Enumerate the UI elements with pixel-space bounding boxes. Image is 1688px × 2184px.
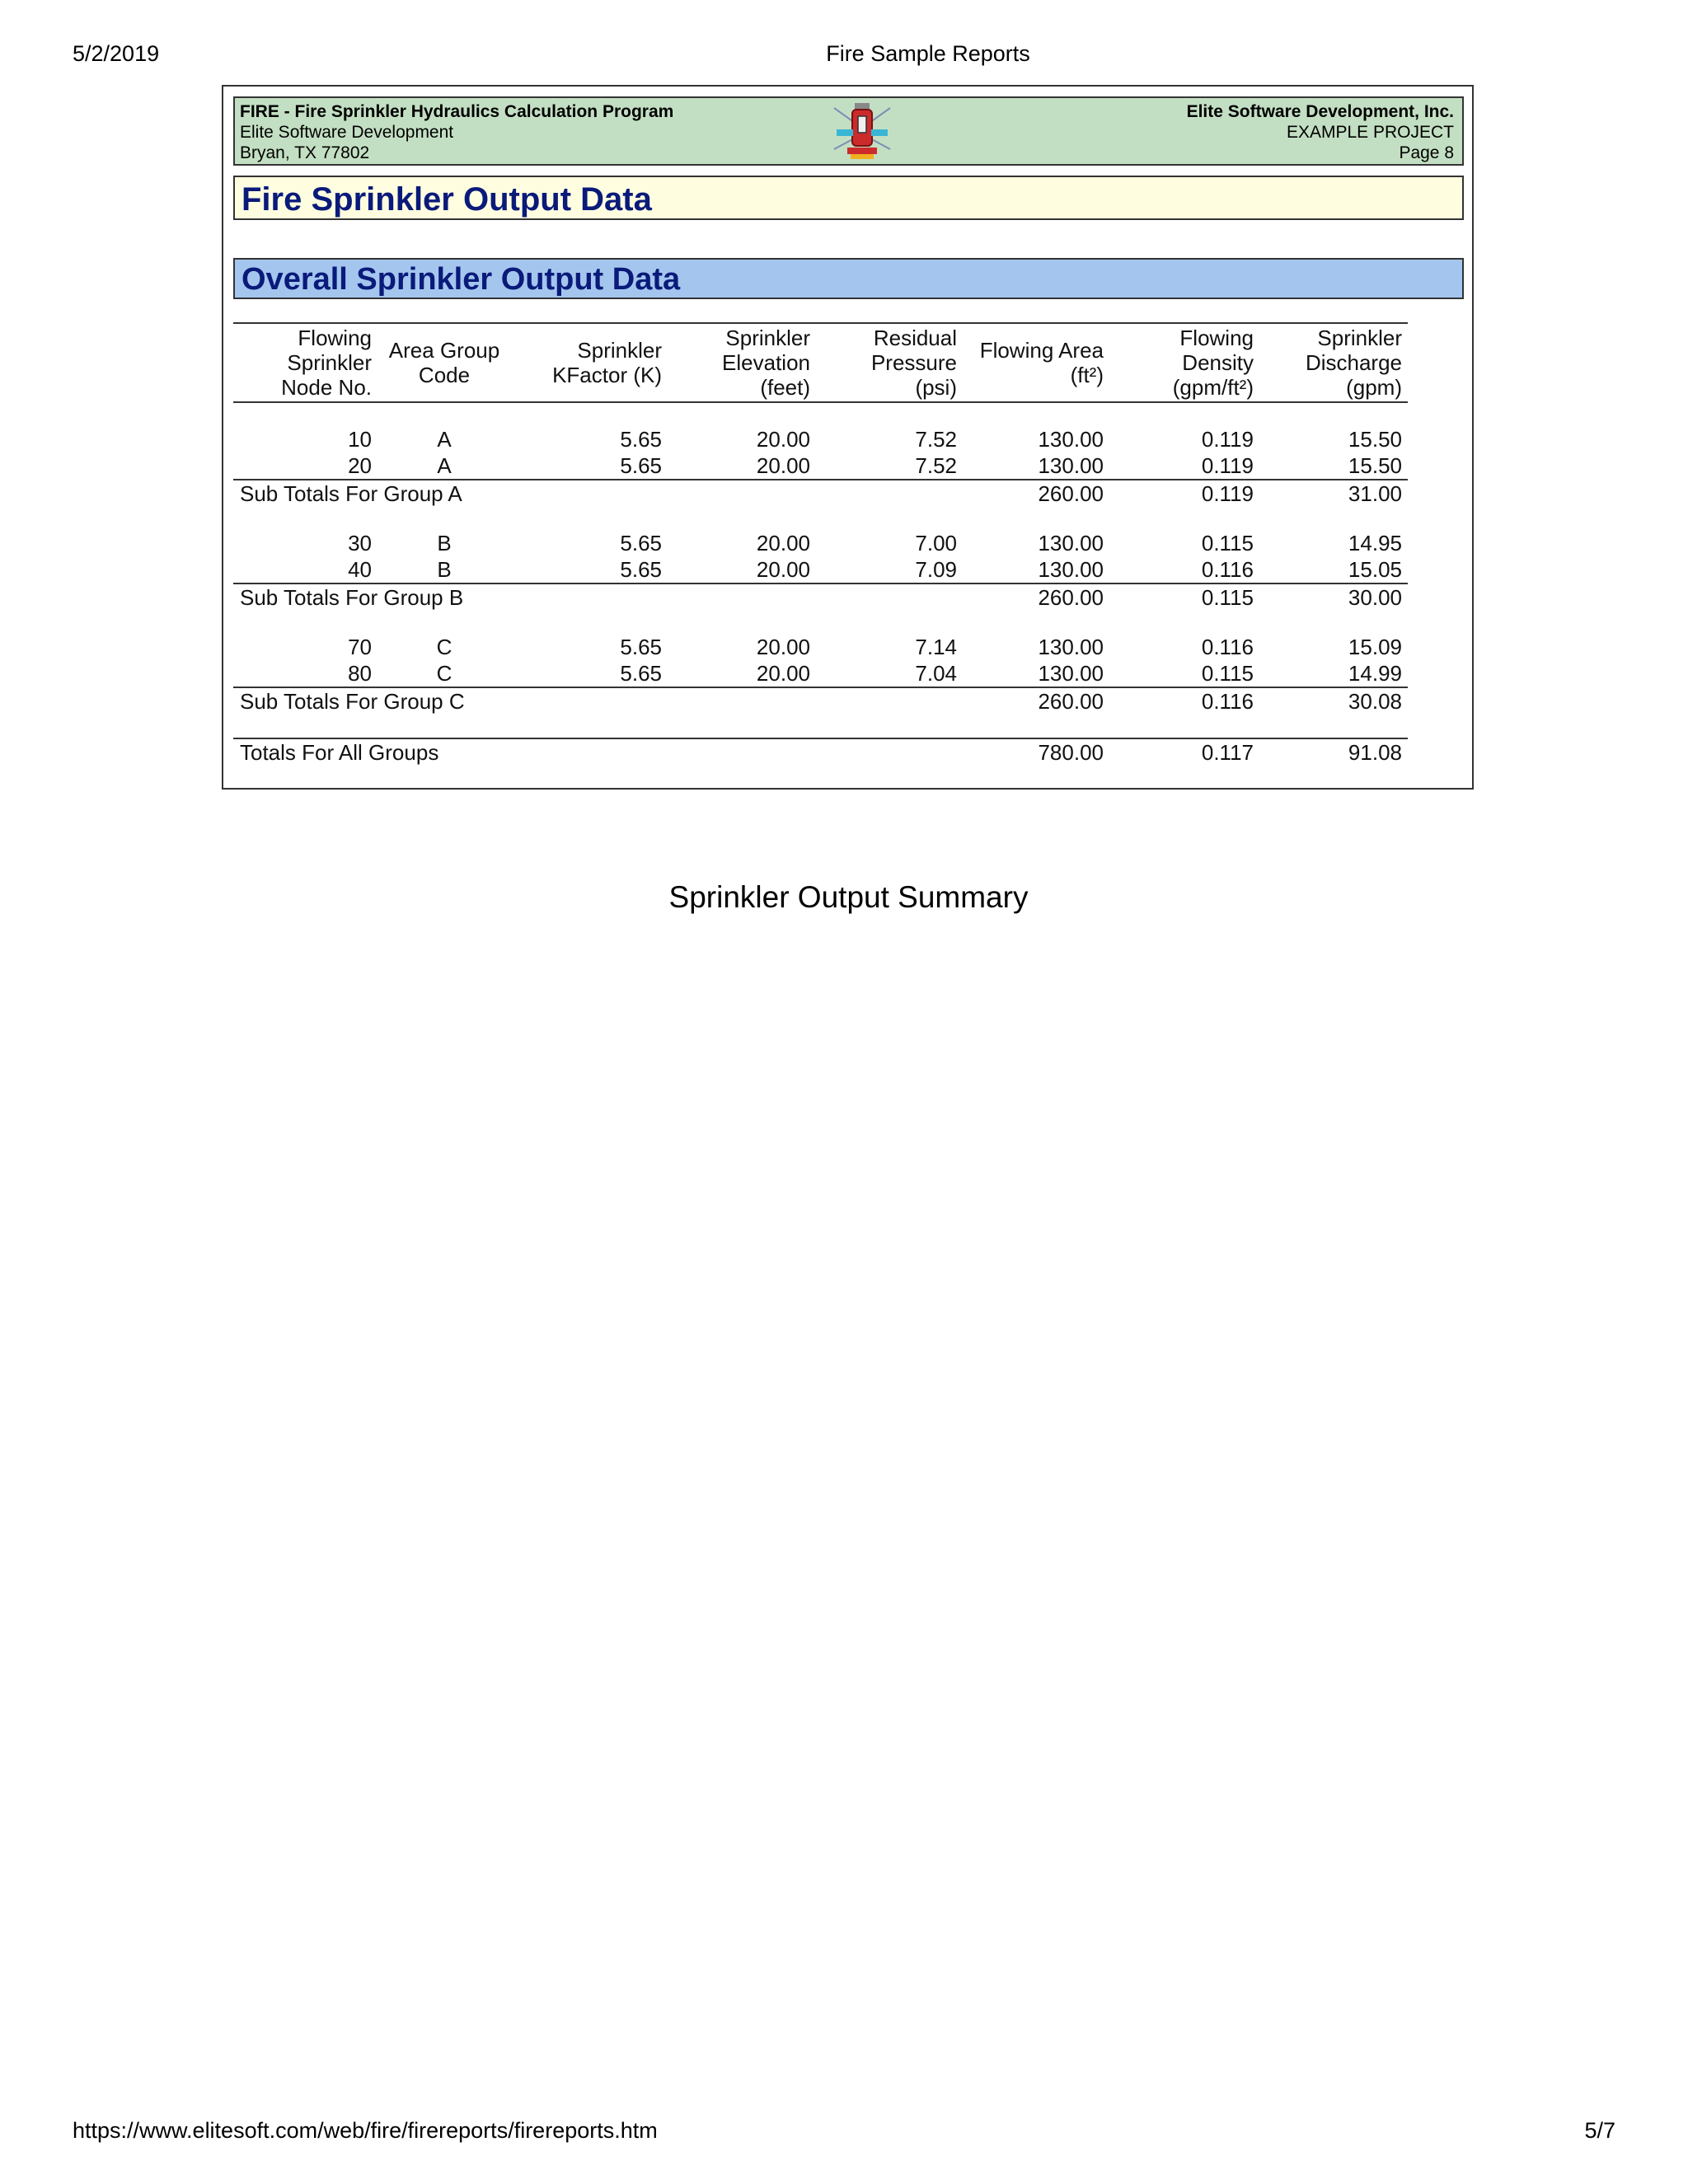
- output-table: [233, 322, 1408, 766]
- banner-right: [1187, 101, 1454, 163]
- section-title: Overall Sprinkler Output Data: [241, 262, 681, 297]
- header-density: Flowing Density (gpm/ft²): [1172, 326, 1254, 400]
- header-code: Area Group Code: [388, 338, 500, 387]
- header-area: Flowing Area (ft²): [979, 338, 1104, 387]
- header-discharge: Sprinkler Discharge (gpm): [1305, 326, 1402, 400]
- table-header: [233, 322, 1408, 403]
- header-node: Flowing Sprinkler Node No.: [281, 326, 372, 400]
- header-pressure: Residual Pressure (psi): [870, 326, 957, 400]
- org-city: Bryan, TX 77802: [240, 143, 370, 162]
- table-row: 10 A 5.65 20.00 7.52 130.00 0.119 15.50: [348, 427, 1402, 452]
- print-page-number: 5/7: [1584, 2118, 1615, 2143]
- subtotal-row: Sub Totals For Group B 260.00 0.115 30.00: [233, 583, 1408, 611]
- print-page-title: Fire Sample Reports: [826, 41, 1030, 66]
- company-name: Elite Software Development, Inc.: [1186, 102, 1454, 121]
- print-date: 5/2/2019: [73, 41, 160, 66]
- header-elevation: Sprinkler Elevation (feet): [722, 326, 810, 400]
- table-row: 30 B 5.65 20.00 7.00 130.00 0.115 14.95: [348, 531, 1402, 555]
- subtotal-row: Sub Totals For Group C 260.00 0.116 30.08: [233, 687, 1408, 715]
- figure-caption: Sprinkler Output Summary: [668, 880, 1029, 914]
- print-url: https://www.elitesoft.com/web/fire/firereports/firereports.htm: [73, 2118, 658, 2143]
- grand-total-row: Totals For All Groups 780.00 0.117 91.08: [233, 738, 1408, 766]
- program-name: FIRE - Fire Sprinkler Hydraulics Calculation Program: [240, 102, 674, 121]
- report-title-bar: [233, 176, 1464, 220]
- table-row: 40 B 5.65 20.00 7.09 130.00 0.116 15.05: [348, 557, 1402, 582]
- report-title: Fire Sprinkler Output Data: [241, 181, 652, 218]
- report-image: [222, 85, 1474, 790]
- header-kfactor: Sprinkler KFactor (K): [552, 338, 662, 387]
- banner-left: [240, 101, 673, 163]
- sprinkler-logo-icon: [832, 100, 892, 162]
- table-row: 80 C 5.65 20.00 7.04 130.00 0.115 14.99: [348, 661, 1402, 686]
- table-row: 70 C 5.65 20.00 7.14 130.00 0.116 15.09: [348, 635, 1402, 659]
- table-row: 20 A 5.65 20.00 7.52 130.00 0.119 15.50: [348, 453, 1402, 478]
- section-title-bar: [233, 258, 1464, 299]
- report-page: Page 8: [1399, 143, 1454, 162]
- org-name: Elite Software Development: [240, 123, 454, 142]
- report-banner: [233, 96, 1464, 166]
- project-name: EXAMPLE PROJECT: [1286, 123, 1454, 142]
- subtotal-row: Sub Totals For Group A 260.00 0.119 31.00: [233, 479, 1408, 507]
